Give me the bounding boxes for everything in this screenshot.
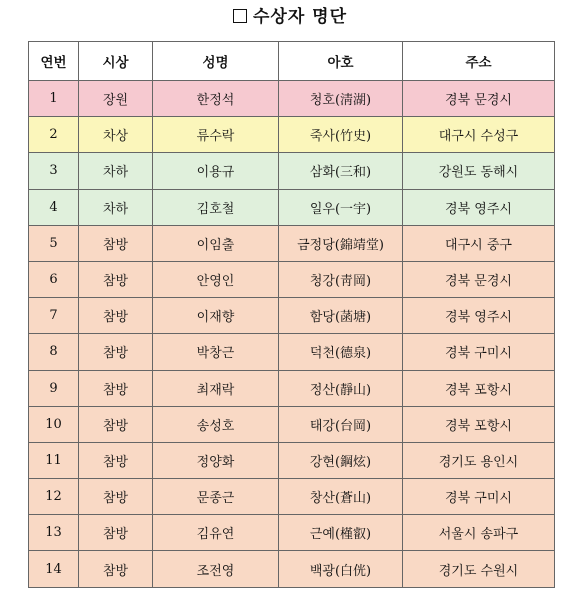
cell-pen-name: 덕천(德泉)	[279, 334, 403, 370]
cell-award: 참방	[79, 370, 153, 406]
cell-number: 9	[29, 370, 79, 406]
table-row	[29, 153, 555, 189]
cell-pen-name: 강현(鋼炫)	[279, 442, 403, 478]
cell-pen-name: 백광(白侊)	[279, 551, 403, 587]
cell-pen-name: 청강(靑岡)	[279, 261, 403, 297]
cell-award: 참방	[79, 298, 153, 334]
cell-pen-name: 근예(槿叡)	[279, 515, 403, 551]
table-row	[29, 117, 555, 153]
cell-address: 경북 포항시	[403, 370, 555, 406]
cell-number: 4	[29, 189, 79, 225]
cell-name: 문종근	[153, 479, 279, 515]
cell-number: 8	[29, 334, 79, 370]
cell-number: 11	[29, 442, 79, 478]
cell-address: 경북 구미시	[403, 479, 555, 515]
cell-name: 최재락	[153, 370, 279, 406]
table-row	[29, 261, 555, 297]
cell-name: 정양화	[153, 442, 279, 478]
page-title	[0, 2, 580, 27]
cell-pen-name: 창산(蒼山)	[279, 479, 403, 515]
table-row	[29, 370, 555, 406]
cell-award: 장원	[79, 81, 153, 117]
cell-name: 김호철	[153, 189, 279, 225]
cell-name: 이재향	[153, 298, 279, 334]
cell-number: 2	[29, 117, 79, 153]
cell-address: 경북 문경시	[403, 81, 555, 117]
cell-number: 12	[29, 479, 79, 515]
cell-number: 13	[29, 515, 79, 551]
cell-pen-name: 삼화(三和)	[279, 153, 403, 189]
cell-award: 참방	[79, 442, 153, 478]
header-award: 시상	[79, 42, 153, 81]
cell-address: 경북 문경시	[403, 261, 555, 297]
awardee-table	[28, 41, 555, 588]
cell-name: 김유연	[153, 515, 279, 551]
cell-name: 송성호	[153, 406, 279, 442]
cell-number: 6	[29, 261, 79, 297]
table-row	[29, 515, 555, 551]
title-text: 수상자 명단	[252, 7, 348, 27]
table-header-row	[29, 42, 555, 81]
cell-award: 차하	[79, 189, 153, 225]
cell-pen-name: 정산(靜山)	[279, 370, 403, 406]
cell-award: 참방	[79, 334, 153, 370]
cell-number: 7	[29, 298, 79, 334]
cell-name: 박창근	[153, 334, 279, 370]
header-address: 주소	[403, 42, 555, 81]
cell-award: 참방	[79, 406, 153, 442]
cell-name: 류수락	[153, 117, 279, 153]
cell-name: 안영인	[153, 261, 279, 297]
table-row	[29, 298, 555, 334]
table-row	[29, 442, 555, 478]
cell-pen-name: 죽사(竹史)	[279, 117, 403, 153]
cell-award: 차하	[79, 153, 153, 189]
cell-pen-name: 함당(菡塘)	[279, 298, 403, 334]
cell-address: 서울시 송파구	[403, 515, 555, 551]
table-row	[29, 479, 555, 515]
table-row	[29, 189, 555, 225]
cell-name: 조전영	[153, 551, 279, 587]
checkbox-square-icon	[233, 9, 247, 23]
table-row	[29, 81, 555, 117]
cell-number: 5	[29, 225, 79, 261]
cell-address: 경북 구미시	[403, 334, 555, 370]
header-name: 성명	[153, 42, 279, 81]
cell-address: 경북 영주시	[403, 298, 555, 334]
cell-award: 참방	[79, 225, 153, 261]
cell-pen-name: 태강(台岡)	[279, 406, 403, 442]
cell-pen-name: 금정당(錦靖堂)	[279, 225, 403, 261]
cell-address: 경북 영주시	[403, 189, 555, 225]
table-row	[29, 334, 555, 370]
cell-award: 차상	[79, 117, 153, 153]
cell-address: 경기도 수원시	[403, 551, 555, 587]
cell-address: 대구시 수성구	[403, 117, 555, 153]
cell-number: 1	[29, 81, 79, 117]
header-pen-name: 아호	[279, 42, 403, 81]
cell-number: 3	[29, 153, 79, 189]
cell-number: 10	[29, 406, 79, 442]
cell-pen-name: 일우(一宇)	[279, 189, 403, 225]
cell-name: 이용규	[153, 153, 279, 189]
table-row	[29, 551, 555, 587]
cell-name: 한정석	[153, 81, 279, 117]
header-number: 연번	[29, 42, 79, 81]
table-row	[29, 225, 555, 261]
cell-number: 14	[29, 551, 79, 587]
cell-address: 강원도 동해시	[403, 153, 555, 189]
cell-award: 참방	[79, 479, 153, 515]
cell-pen-name: 청호(淸湖)	[279, 81, 403, 117]
cell-address: 경기도 용인시	[403, 442, 555, 478]
table-row	[29, 406, 555, 442]
cell-address: 경북 포항시	[403, 406, 555, 442]
cell-award: 참방	[79, 551, 153, 587]
cell-award: 참방	[79, 261, 153, 297]
cell-name: 이임출	[153, 225, 279, 261]
cell-award: 참방	[79, 515, 153, 551]
cell-address: 대구시 중구	[403, 225, 555, 261]
